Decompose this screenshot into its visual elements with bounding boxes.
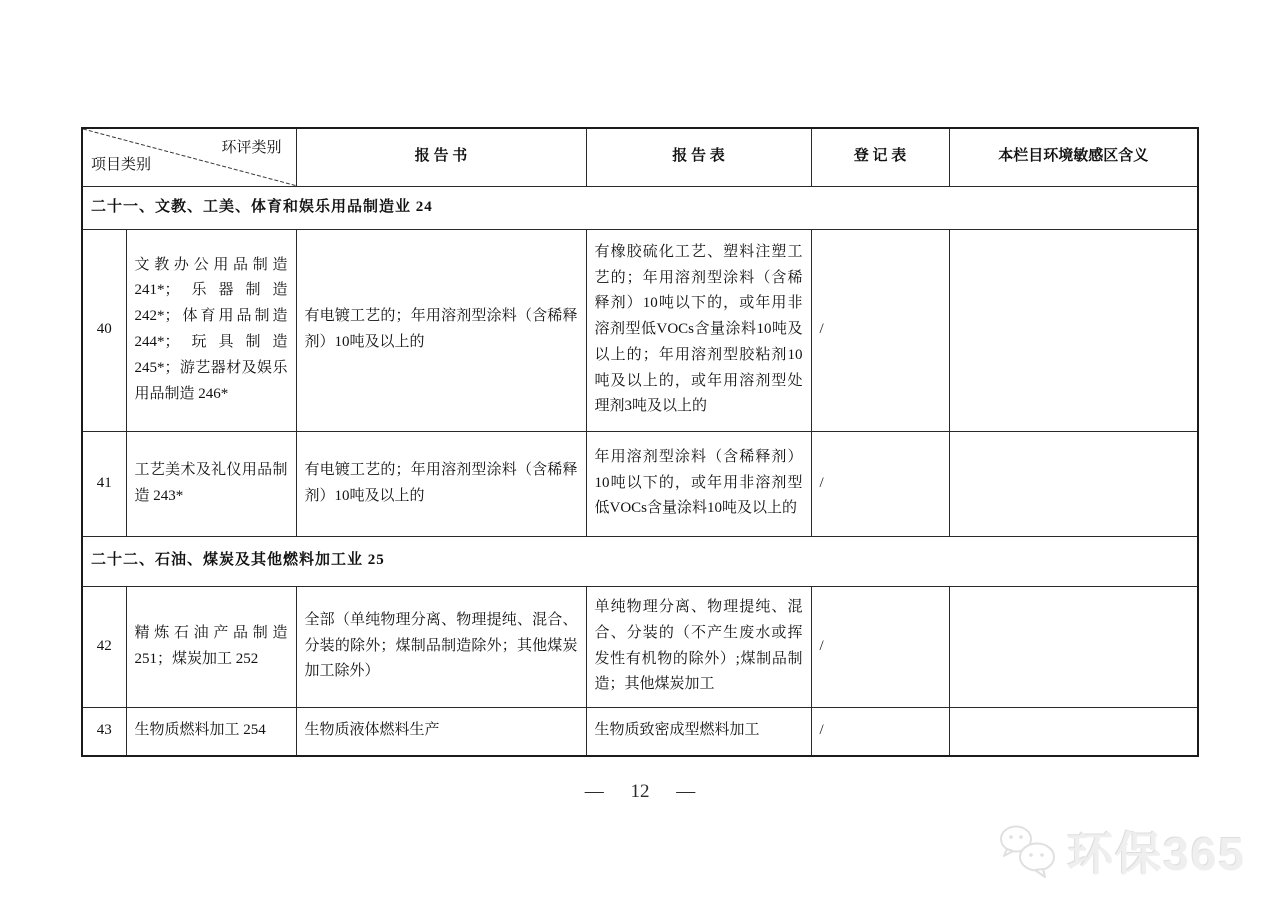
report-book-cell: 生物质液体燃料生产 (296, 707, 586, 756)
sensitive-area-cell (949, 431, 1198, 536)
report-form-cell: 生物质致密成型燃料加工 (586, 707, 811, 756)
row-number: 41 (82, 431, 126, 536)
table-row (82, 229, 1198, 431)
section-title-21: 二十一、文教、工美、体育和娱乐用品制造业 24 (82, 186, 1198, 229)
project-category-cell: 工艺美术及礼仪用品制造 243* (126, 431, 296, 536)
page-number: — 12 — (584, 781, 696, 802)
project-category-cell: 生物质燃料加工 254 (126, 707, 296, 756)
watermark-logo (997, 818, 1246, 884)
wechat-icon (997, 822, 1059, 880)
row-number: 42 (82, 586, 126, 707)
header-report-form: 报 告 表 (586, 128, 811, 186)
report-form-cell: 年用溶剂型涂料（含稀释剂）10吨以下的，或年用非溶剂型低VOCs含量涂料10吨及以上的 (586, 431, 811, 536)
row-number: 43 (82, 707, 126, 756)
project-category-cell: 精炼石油产品制造 251；煤炭加工 252 (126, 586, 296, 707)
register-form-cell: / (811, 707, 949, 756)
register-form-cell: / (811, 586, 949, 707)
header-project-category-label: 项目类别 (91, 156, 152, 173)
eia-classification-table (81, 127, 1199, 757)
section-row-21 (82, 186, 1198, 229)
report-book-cell: 有电镀工艺的；年用溶剂型涂料（含稀释剂）10吨及以上的 (296, 431, 586, 536)
header-register-form: 登 记 表 (811, 128, 949, 186)
register-form-cell: / (811, 431, 949, 536)
header-sensitive-area-meaning: 本栏目环境敏感区含义 (949, 128, 1198, 186)
section-row-22 (82, 536, 1198, 586)
project-category-cell: 文教办公用品制造 241*；乐器制造 242*；体育用品制造 244*；玩具制造 245*；游艺器材及娱乐用品制造 246* (126, 229, 296, 431)
table-row (82, 707, 1198, 756)
header-eia-category-label: 环评类别 (221, 140, 282, 156)
sensitive-area-cell (949, 586, 1198, 707)
row-number: 40 (82, 229, 126, 431)
diagonal-header-cell (82, 128, 296, 186)
report-form-cell: 有橡胶硫化工艺、塑料注塑工艺的；年用溶剂型涂料（含稀释剂）10吨以下的，或年用非溶剂型低VOCs含量涂料10吨及以上的；年用溶剂型胶粘剂10吨及以上的，或年用溶剂型处理剂3吨及以上的 (586, 229, 811, 431)
table-row (82, 586, 1198, 707)
sensitive-area-cell (949, 707, 1198, 756)
report-book-cell: 有电镀工艺的；年用溶剂型涂料（含稀释剂）10吨及以上的 (296, 229, 586, 431)
register-form-cell: / (811, 229, 949, 431)
header-report-book: 报 告 书 (296, 128, 586, 186)
watermark-text: 环保365 (1067, 828, 1246, 880)
report-form-cell: 单纯物理分离、物理提纯、混合、分装的（不产生废水或挥发性有机物的除外）;煤制品制造；其他煤炭加工 (586, 586, 811, 707)
table-header-row (82, 128, 1198, 186)
sensitive-area-cell (949, 229, 1198, 431)
section-title-22: 二十二、石油、煤炭及其他燃料加工业 25 (82, 536, 1198, 586)
table-row (82, 431, 1198, 536)
report-book-cell: 全部（单纯物理分离、物理提纯、混合、分装的除外；煤制品制造除外；其他煤炭加工除外） (296, 586, 586, 707)
